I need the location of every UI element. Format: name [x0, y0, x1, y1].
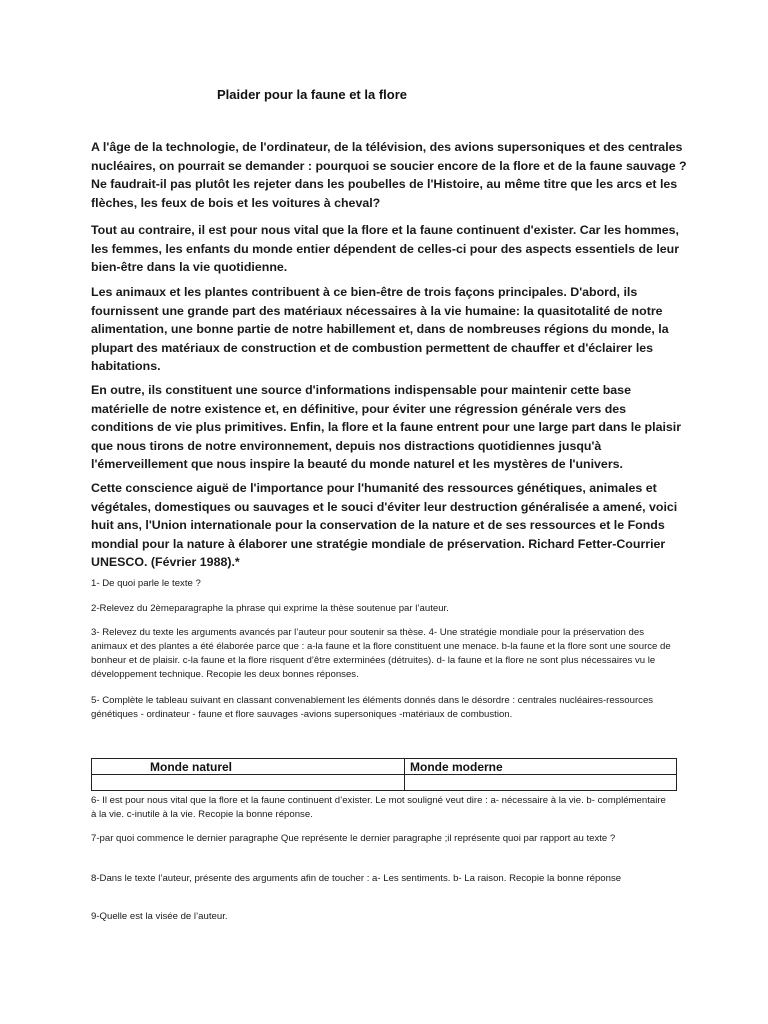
- paragraph-5: Cette conscience aiguë de l'importance pour l'humanité des ressources génétiques, animales et végétales, domestiques ou sauvages et le souci d'éviter leur destruction généralisée a amené, voici huit ans, l'Union internationale pour la conservation de la nature et de ses ressources et le Fonds mondial pour la nature à élaborer une stratégie mondiale de préservation. Richard Fetter-Courrier UNESCO. (Février 1988).*: [91, 481, 678, 569]
- question-3-4: 3- Relevez du texte les arguments avancés par l’auteur pour soutenir sa thèse. 4- Une stratégie mondiale pour la préservation des animaux et des plantes a été élaborée parce que : a-la faune et la flore constituent une menace. b-la faune et la flore sont une source de bonheur et de plaisir. c-la faune et la flore risquent d’être exterminées (détruites). d- la faune et la flore ne sont plus nécessaires vu le développement technique. Recopie les deux bonnes réponses.: [91, 627, 671, 680]
- table-header-row: [92, 759, 677, 775]
- paragraph-3: Les animaux et les plantes contribuent à ce bien-être de trois façons principales. D'abord, ils fournissent une grande part des matériaux nécessaires à la vie humaine: la quasitotalité de notre alimentation, une bonne partie de notre habillement et, dans de nombreuses régions du monde, la plupart des matériaux de construction et de combustion permettent de chauffer et d'éclairer les habitations.: [91, 285, 669, 373]
- question-7: 7-par quoi commence le dernier paragraphe Que représente le dernier paragraphe ;il représente quoi par rapport au texte ?: [91, 833, 616, 844]
- table-row: [92, 775, 677, 791]
- document-title: Plaider pour la faune et la flore: [217, 87, 407, 102]
- classification-table: [91, 758, 677, 791]
- question-8: 8-Dans le texte l’auteur, présente des arguments afin de toucher : a- Les sentiments. b- La raison. Recopie la bonne réponse: [91, 873, 622, 884]
- table-header-natural: Monde naturel: [92, 759, 405, 775]
- question-1: 1- De quoi parle le texte ?: [91, 578, 201, 589]
- table-header-modern: Monde moderne: [405, 759, 677, 775]
- paragraph-2: Tout au contraire, il est pour nous vital que la flore et la faune continuent d'exister. Car les hommes, les femmes, les enfants du monde entier dépendent de celles-ci pour des aspects essentiels de leur bien-être dans la vie quotidienne.: [91, 223, 680, 274]
- table-cell-empty: [92, 775, 405, 791]
- question-6: 6- Il est pour nous vital que la flore et la faune continuent d’exister. Le mot souligné veut dire : a- nécessaire à la vie. b- complémentaire à la vie. c-inutile à la vie. Recopie la bonne réponse.: [91, 795, 666, 820]
- paragraph-4: En outre, ils constituent une source d'informations indispensable pour maintenir cette base matérielle de notre existence et, en définitive, pour éviter une régression générale vers des conditions de vie plus primitives. Enfin, la flore et la faune entrent pour une large part dans le plaisir que nous tirons de notre environnement, depuis nos distractions quotidiennes jusqu'à l'émerveillement que nous inspire la beauté du monde naturel et les mystères de l'univers.: [91, 383, 682, 471]
- question-5: 5- Complète le tableau suivant en classant convenablement les éléments donnés dans le désordre : centrales nucléaires-ressources génétiques - ordinateur - faune et flore sauvages -avions supersoniques -matériaux de combustion.: [91, 695, 654, 720]
- paragraph-1: A l'âge de la technologie, de l'ordinateur, de la télévision, des avions supersoniques et des centrales nucléaires, on pourrait se demander : pourquoi se soucier encore de la flore et de la faune sauvage ? Ne faudrait-il pas plutôt les rejeter dans les poubelles de l'Histoire, au même titre que les arcs et les flèches, les feux de bois et les voitures à cheval?: [91, 140, 687, 210]
- question-9: 9-Quelle est la visée de l’auteur.: [91, 911, 228, 922]
- question-2: 2-Relevez du 2èmeparagraphe la phrase qui exprime la thèse soutenue par l’auteur.: [91, 603, 449, 614]
- table-cell-empty: [405, 775, 677, 791]
